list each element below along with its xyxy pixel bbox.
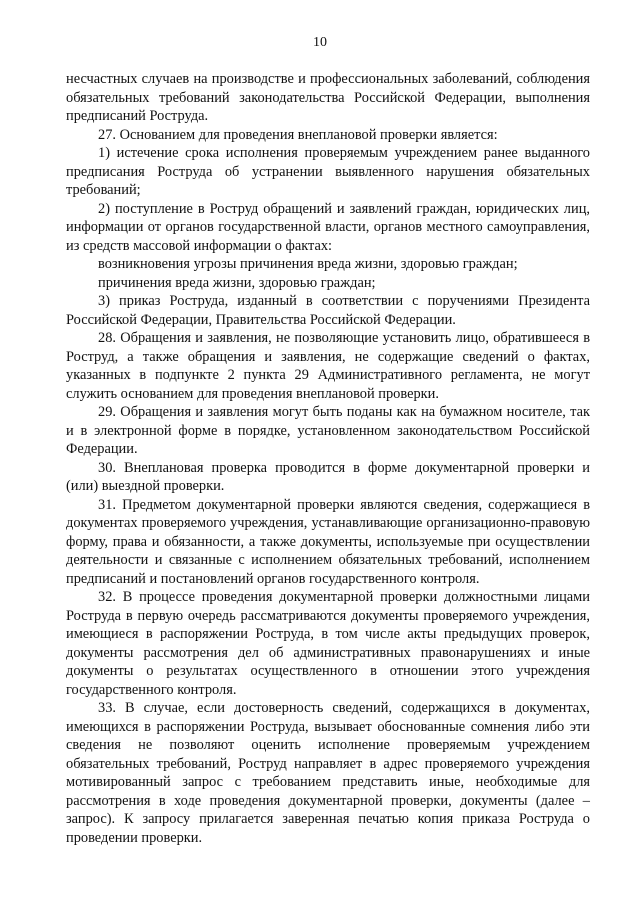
paragraph-31: 31. Предметом документарной проверки являются сведения, содержащиеся в документах проверяемого учреждения, устанавливающие организационно-правовую форму, права и обязанности, а также документы, используемые при осуществлении деятельности и связанные с исполнением обязательных требований, исполнением предписаний и постановлений органов государственного контроля. bbox=[66, 496, 590, 587]
paragraph-27-item-2-subitem-a: возникновения угрозы причинения вреда жизни, здоровью граждан; bbox=[98, 256, 518, 272]
document-body bbox=[66, 70, 590, 847]
paragraph-27: 27. Основанием для проведения внеплановой проверки является: bbox=[98, 126, 498, 143]
paragraph-27-item-2-subitem-b: причинения вреда жизни, здоровью граждан; bbox=[98, 274, 376, 291]
paragraph-32: 32. В процессе проведения документарной проверки должностными лицами Роструда в первую очередь рассматриваются документы проверяемого учреждения, имеющиеся в распоряжении Роструда, в том числе акты предыдущих проверок, документы рассмотрения дел об административных правонарушениях и иные документы о результатах осуществленного в отношении этого учреждения государственного контроля. bbox=[66, 589, 590, 698]
page-number: 10 bbox=[313, 35, 327, 50]
paragraph-27-item-1: 1) истечение срока исполнения проверяемым учреждением ранее выданного предписания Роструда об устранении выявленного нарушения обязательных требований; bbox=[66, 145, 590, 198]
paragraph-27-item-3: 3) приказ Роструда, изданный в соответствии с поручениями Президента Российской Федерации, Правительства Российской Федерации. bbox=[66, 293, 590, 328]
paragraph-continuation: несчастных случаев на производстве и профессиональных заболеваний, соблюдения обязательных требований законодательства Российской Федерации, выполнения предписаний Роструда. bbox=[66, 71, 590, 124]
paragraph-30: 30. Внеплановая проверка проводится в форме документарной проверки и (или) выездной проверки. bbox=[66, 459, 590, 494]
paragraph-29: 29. Обращения и заявления могут быть поданы как на бумажном носителе, так и в электронной форме в порядке, установленном законодательством Российской Федерации. bbox=[66, 404, 590, 457]
paragraph-28: 28. Обращения и заявления, не позволяющие установить лицо, обратившееся в Роструд, а также обращения и заявления, не содержащие сведений о фактах, указанных в подпункте 2 пункта 29 Административного регламента, не могут служить основанием для проведения внеплановой проверки. bbox=[66, 330, 590, 402]
paragraph-27-item-2: 2) поступление в Роструд обращений и заявлений граждан, юридических лиц, информации от органов государственной власти, органов местного самоуправления, из средств массовой информации о фактах: bbox=[66, 200, 590, 254]
paragraph-33: 33. В случае, если достоверность сведений, содержащихся в документах, имеющихся в распоряжении Роструда, вызывает обоснованные сомнения либо эти сведения не позволяют оценить исполнение проверяемым учреждением обязательных требований, Роструд направляет в адрес проверяемого учреждения мотивированный запрос с требованием представить иные, необходимые для рассмотрения в ходе проведения документарной проверки, документы (далее – запрос). К запросу прилагается заверенная печатью копия приказа Роструда о проведении проверки. bbox=[66, 700, 590, 846]
